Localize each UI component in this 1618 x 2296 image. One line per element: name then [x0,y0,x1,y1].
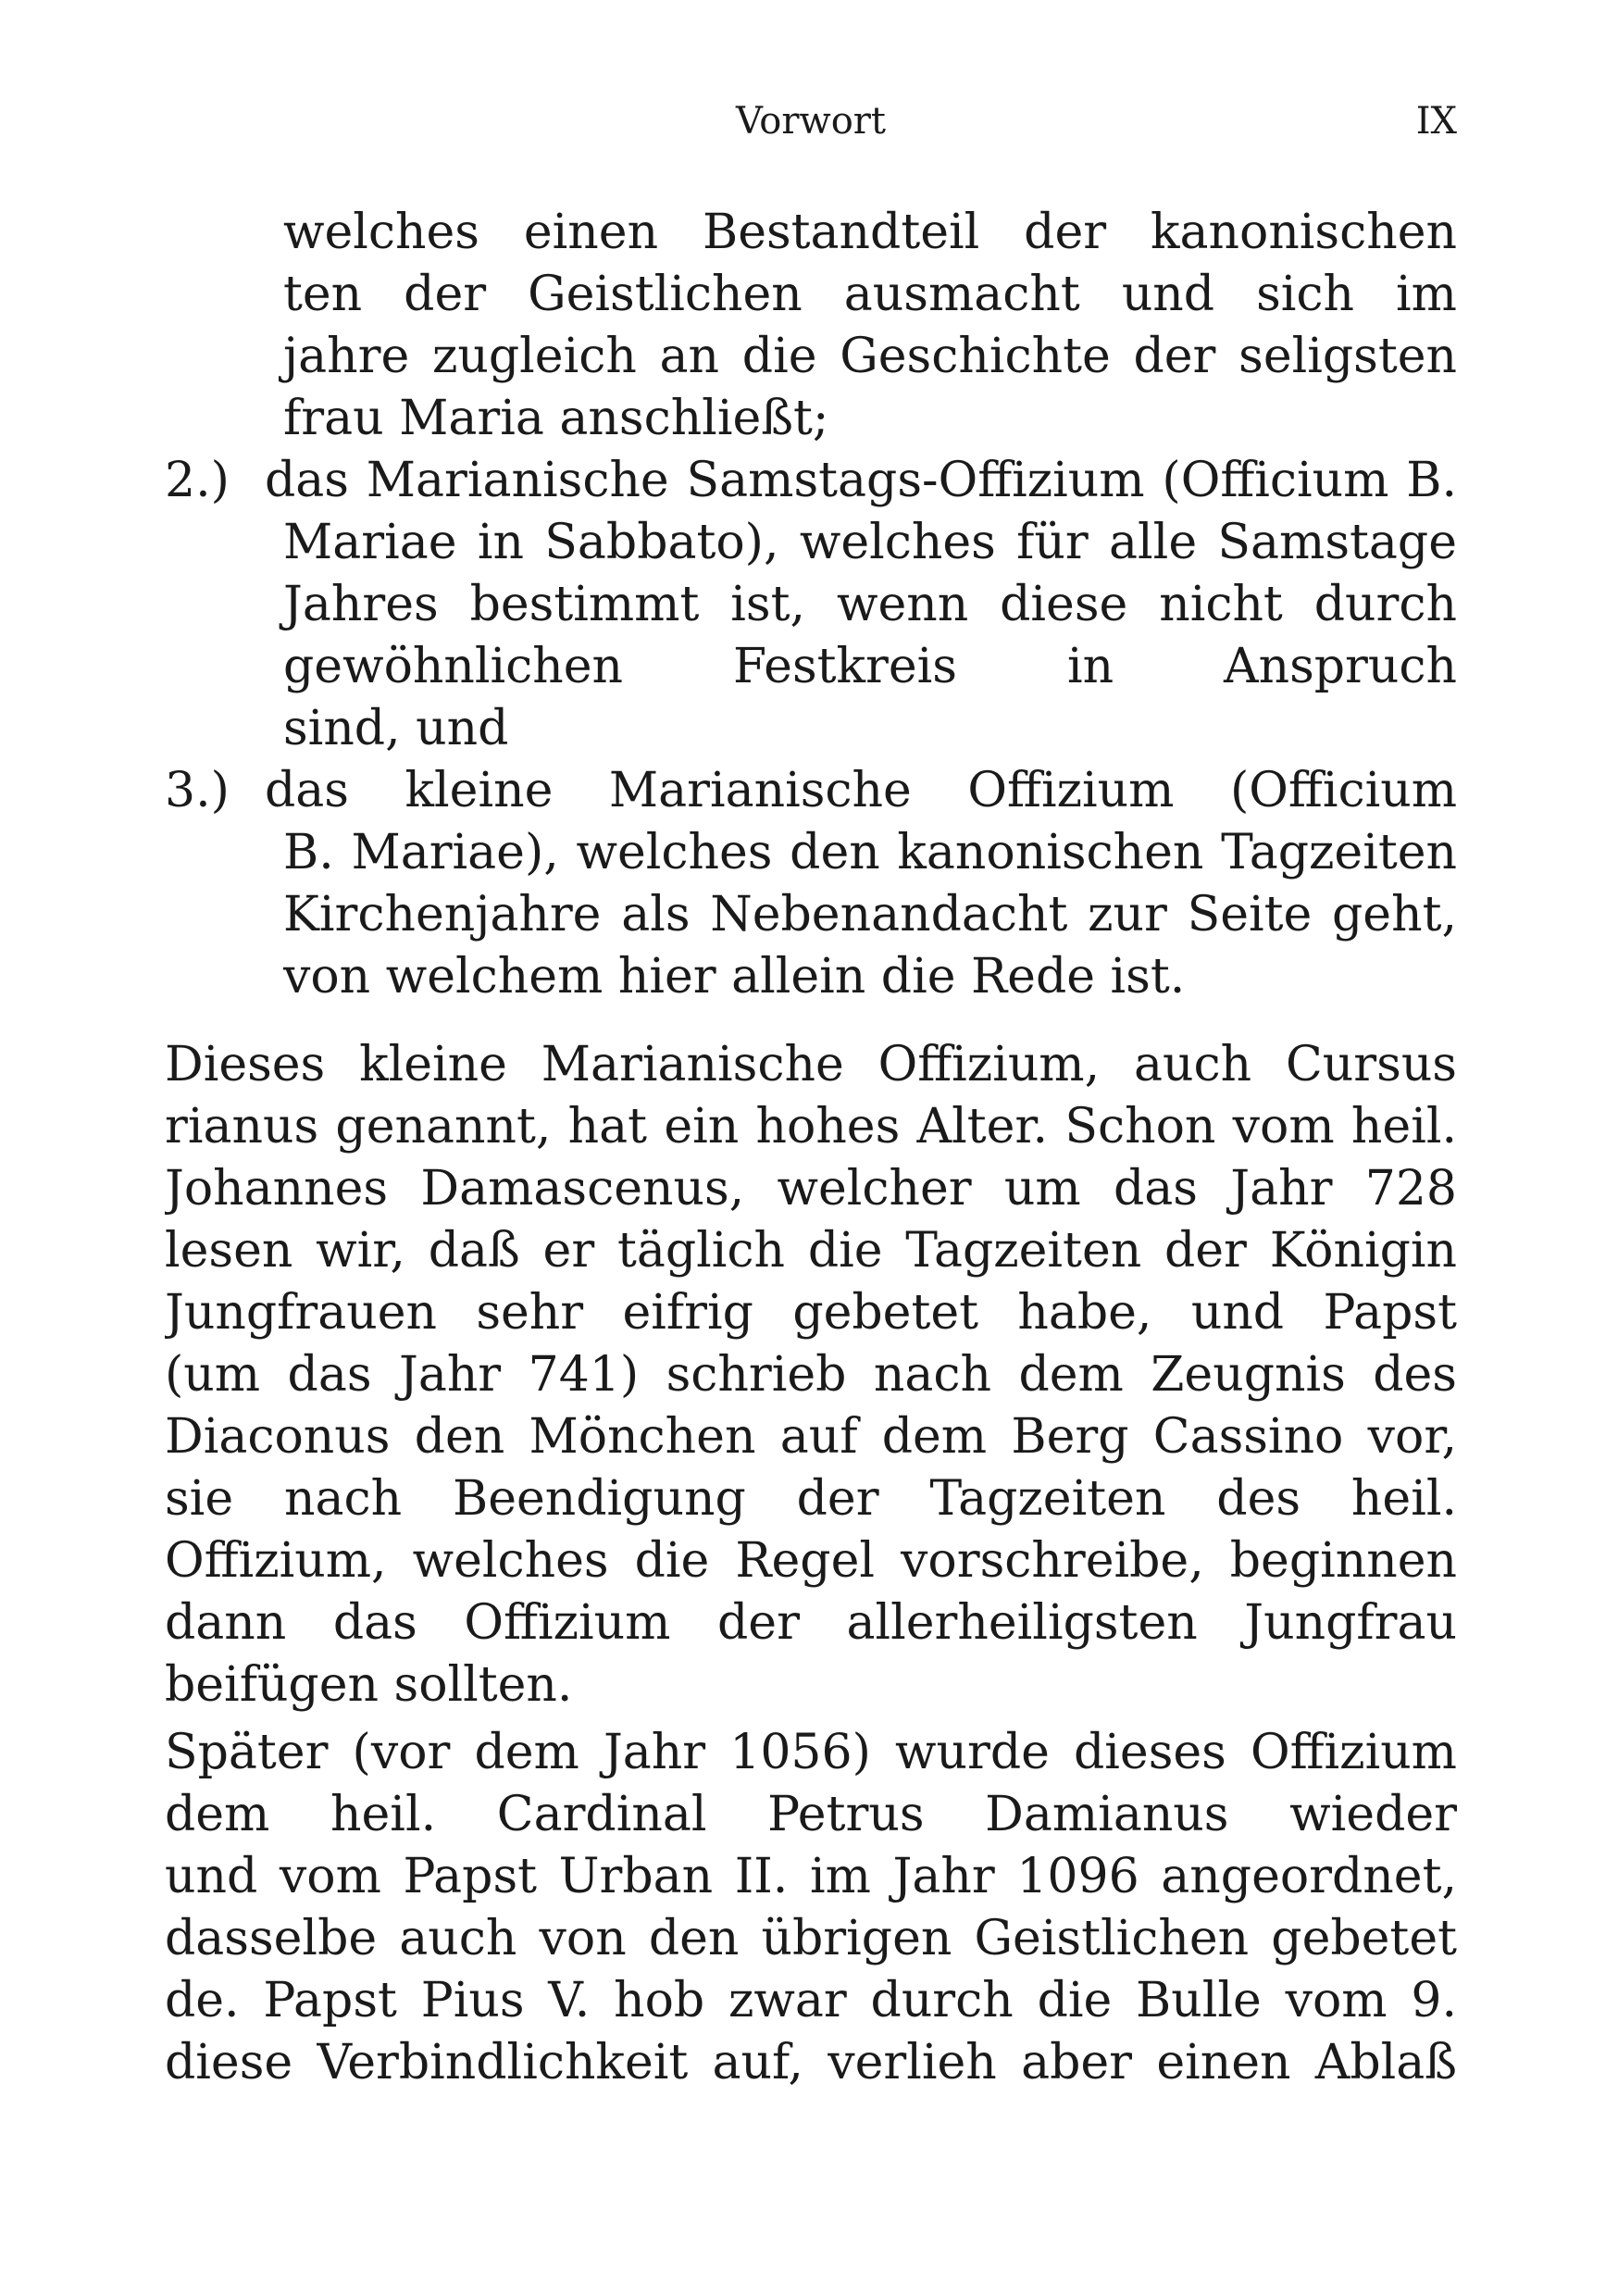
text-line: Später (vor dem Jahr 1056) wurde dieses Offizium [165,1725,1457,1780]
list-item-number: 2.) [165,453,230,508]
text-line: dann das Offizium der allerheiligsten Jungfrau [165,1595,1457,1651]
list-item-number: 3.) [165,763,230,818]
text-line: dem heil. Cardinal Petrus Damianus wieder [165,1787,1457,1842]
text-line: Dieses kleine Marianische Offizium, auch Cursus [165,1037,1457,1092]
text-line: gewöhnlichen Festkreis in Anspruch [283,639,1457,694]
running-title: Vorwort [736,100,886,143]
text-line: welches einen Bestandteil der kanonischen [283,205,1457,260]
text-line: de. Papst Pius V. hob zwar durch die Bulle vom 9. [165,1973,1457,2028]
text-line: dasselbe auch von den übrigen Geistlichen gebetet [165,1911,1457,1966]
text-line: Mariae in Sabbato), welches für alle Samstage [283,515,1457,570]
page-number: IX [1415,100,1457,143]
text-line: Offizium, welches die Regel vorschreibe, beginnen [165,1533,1457,1589]
list-item-first-line [165,450,1457,512]
text-line: lesen wir, daß er täglich die Tagzeiten der Königin [165,1223,1457,1279]
list-item-continuation [165,202,1457,450]
text-line: Diaconus den Mönchen auf dem Berg Cassino vor, [165,1409,1457,1465]
text-line: (um das Jahr 741) schrieb nach dem Zeugnis des [165,1347,1457,1403]
running-head [165,93,1457,148]
list-item-first-line [165,760,1457,822]
text-line: B. Mariae), welches den kanonischen Tagzeiten [283,825,1457,880]
text-line: diese Verbindlichkeit auf, verlieh aber einen Ablaß [165,2035,1457,2090]
text-line: jahre zugleich an die Geschichte der seligsten [283,329,1457,384]
text-line: sie nach Beendigung der Tagzeiten des heil. [165,1471,1457,1527]
text-line: Jungfrauen sehr eifrig gebetet habe, und Papst [165,1285,1457,1341]
text-line: rianus genannt, hat ein hohes Alter. Schon vom heil. [165,1099,1457,1154]
paragraph [165,1722,1457,2094]
list-item [165,760,1457,1008]
text-line: sind, und [283,701,509,756]
list-item [165,450,1457,760]
text-line: von welchem hier allein die Rede ist. [283,949,1186,1004]
text-line: Johannes Damascenus, welcher um das Jahr 728 [165,1161,1457,1217]
text-line: das Marianische Samstags-Offizium (Officium B. [265,453,1457,508]
paragraph [165,1034,1457,1716]
text-line: Kirchenjahre als Nebenandacht zur Seite geht, [283,887,1457,942]
text-line: ten der Geistlichen ausmacht und sich im [283,267,1457,322]
text-line: frau Maria anschließt; [283,391,829,446]
body-text [165,202,1457,2094]
text-line: und vom Papst Urban II. im Jahr 1096 angeordnet, [165,1849,1457,1904]
text-line: das kleine Marianische Offizium (Officium [265,763,1457,818]
text-line: beifügen sollten. [165,1657,573,1713]
text-line: Jahres bestimmt ist, wenn diese nicht durch [283,577,1457,632]
